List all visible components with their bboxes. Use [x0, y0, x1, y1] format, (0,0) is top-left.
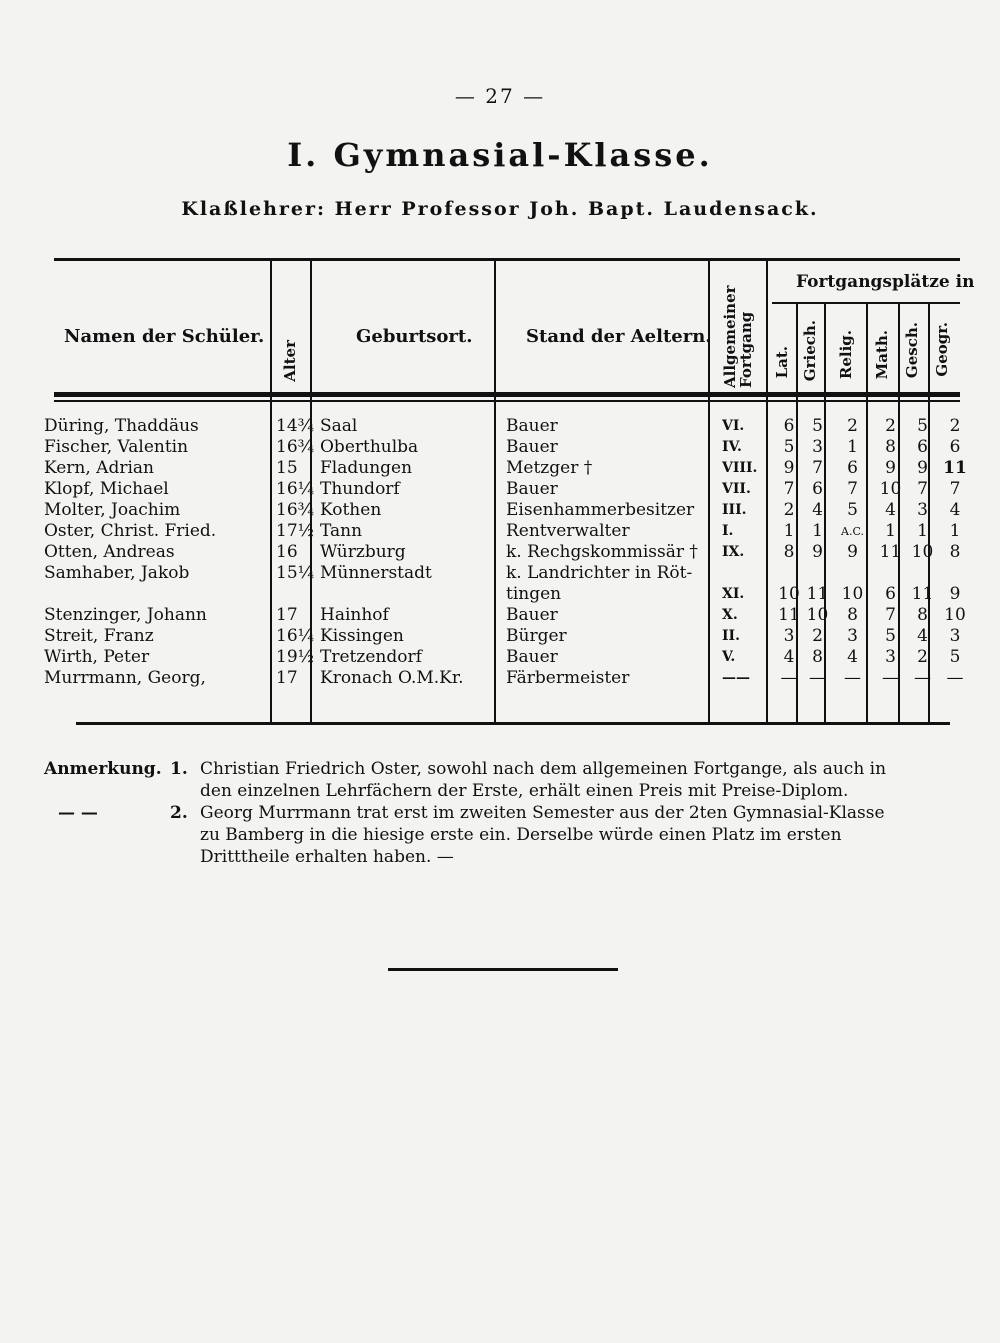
student-age: 15¼: [276, 563, 315, 583]
subject-rank: 2: [917, 647, 928, 667]
header-age: Alter: [281, 340, 299, 382]
note-number: 2.: [170, 803, 188, 823]
student-name: Kern, Adrian: [44, 458, 154, 478]
parent-occupation: Metzger †: [506, 458, 593, 478]
subject-rank: 7: [949, 479, 961, 499]
subject-rank: 5: [783, 437, 795, 457]
student-age: 16¼: [276, 479, 315, 499]
subject-rank: 4: [783, 647, 795, 667]
table-row: [44, 626, 972, 647]
student-birthplace: Kissingen: [320, 626, 404, 646]
subject-rank: 3: [812, 437, 823, 457]
subject-rank: 10: [778, 584, 800, 604]
note-item: [44, 802, 954, 824]
general-rank: IX.: [722, 544, 745, 560]
student-age: 16¼: [276, 626, 315, 646]
subject-rank: —: [882, 668, 899, 688]
subject-rank: [774, 563, 804, 584]
student-age: 17½: [276, 521, 315, 541]
header-subject-math: Math.: [873, 330, 891, 380]
header-birthplace: Geburtsort.: [356, 326, 473, 347]
subject-rank: 3: [783, 626, 795, 646]
subject-rank: 6: [847, 458, 858, 478]
subject-rank: 4: [885, 500, 896, 520]
student-age: 19½: [276, 647, 315, 667]
subject-rank: 2: [949, 416, 961, 436]
page-title: I. Gymnasial-Klasse.: [287, 136, 713, 174]
general-rank: X.: [722, 607, 738, 623]
header-subject-religion: Relig.: [837, 330, 855, 380]
parent-occupation: Bauer: [506, 437, 558, 457]
subject-rank: 4: [917, 626, 928, 646]
table-row: [44, 521, 972, 542]
parent-occupation: Bauer: [506, 479, 558, 499]
subject-rank: 10: [879, 479, 902, 499]
table-row: [44, 458, 972, 479]
subject-rank: 5: [812, 416, 823, 436]
student-age: 16¾: [276, 437, 315, 457]
student-name: Klopf, Michael: [44, 479, 169, 499]
subject-rank: 11: [778, 605, 800, 625]
subject-rank: —: [914, 668, 931, 688]
table-top-rule: [54, 258, 960, 261]
student-birthplace: Saal: [320, 416, 358, 436]
subject-rank: 3: [847, 626, 858, 646]
general-rank: I.: [722, 523, 734, 539]
header-name: Namen der Schüler.: [64, 326, 265, 347]
header-subject-greek: Griech.: [801, 320, 819, 382]
subject-rank: 1: [783, 521, 795, 541]
student-name: Otten, Andreas: [44, 542, 175, 562]
subject-rank: 4: [812, 500, 823, 520]
subject-rank: —: [780, 668, 798, 688]
general-rank: II.: [722, 628, 740, 644]
subject-rank: 9: [847, 542, 858, 562]
subject-rank: 5: [847, 500, 858, 520]
subject-rank: 2: [812, 626, 823, 646]
general-rank: XI.: [722, 586, 745, 602]
parent-occupation: Bauer: [506, 605, 558, 625]
subject-rank: 11: [806, 584, 829, 604]
table-row: [44, 647, 972, 668]
subject-rank: 1: [885, 521, 896, 541]
student-name: [44, 584, 270, 605]
parent-occupation: Eisenhammerbesitzer: [506, 500, 695, 520]
subject-rank: 5: [917, 416, 928, 436]
notes-label: Anmerkung.: [44, 759, 162, 779]
subject-rank: 2: [847, 416, 858, 436]
student-age: 17: [276, 668, 298, 688]
student-name: Oster, Christ. Fried.: [44, 521, 217, 541]
student-birthplace: Münnerstadt: [320, 563, 432, 583]
student-birthplace: Thundorf: [320, 479, 400, 499]
subject-rank: 10: [944, 605, 966, 625]
general-rank: [716, 563, 774, 584]
header-parents: Stand der Aeltern.: [526, 326, 712, 347]
subject-rank: 5: [885, 626, 896, 646]
subject-rank: 1: [917, 521, 928, 541]
subject-rank: —: [946, 668, 964, 688]
table-row: [44, 668, 972, 689]
subject-rank: 7: [812, 458, 823, 478]
student-age: 16¾: [276, 500, 315, 520]
table-row: [44, 416, 972, 437]
subject-rank: 6: [885, 584, 896, 604]
subject-rank: 11: [943, 458, 967, 478]
parent-occupation: k. Rechgskommissär †: [506, 542, 698, 562]
student-name: Samhaber, Jakob: [44, 563, 190, 583]
student-birthplace: Würzburg: [320, 542, 406, 562]
header-subject-latin: Lat.: [773, 346, 791, 379]
student-name: Streit, Franz: [44, 626, 154, 646]
note-text: zu Bamberg in die hiesige erste ein. Derselbe würde einen Platz im ersten: [200, 825, 842, 845]
general-rank: VIII.: [722, 460, 758, 476]
student-name: Molter, Joachim: [44, 500, 181, 520]
subject-rank: 6: [812, 479, 823, 499]
subject-rank: 7: [783, 479, 795, 499]
parent-occupation: Rentverwalter: [506, 521, 630, 541]
subject-rank: [874, 563, 907, 584]
subject-rank: 7: [885, 605, 896, 625]
subject-rank: 2: [783, 500, 795, 520]
student-name: Wirth, Peter: [44, 647, 150, 667]
header-subject-group: Fortgangsplätze in: [796, 272, 975, 292]
subject-rank: 8: [917, 605, 928, 625]
note-text: Dritttheile erhalten haben. —: [200, 847, 454, 867]
student-birthplace: Oberthulba: [320, 437, 419, 457]
student-name: Fischer, Valentin: [44, 437, 189, 457]
subject-rank: 9: [812, 542, 823, 562]
note-text: Georg Murrmann trat erst im zweiten Semester aus der 2ten Gymnasial-Klasse: [200, 803, 885, 823]
general-rank: III.: [722, 502, 747, 518]
student-age: 14¾: [276, 416, 315, 436]
table-row: [44, 500, 972, 521]
general-rank: VI.: [722, 418, 745, 434]
table-row: [44, 479, 972, 500]
subject-rank: [907, 563, 938, 584]
student-name: Stenzinger, Johann: [44, 605, 207, 625]
student-age: 15: [276, 458, 298, 478]
subject-rank: 8: [812, 647, 823, 667]
class-teacher: Klaßlehrer: Herr Professor Joh. Bapt. Laudensack.: [181, 198, 819, 220]
table-row: [44, 563, 972, 584]
student-age: 17: [276, 605, 298, 625]
student-age: 16: [276, 542, 298, 562]
student-name: Murrmann, Georg,: [44, 668, 206, 688]
subject-rank: 9: [917, 458, 928, 478]
subject-rank: 8: [847, 605, 858, 625]
general-rank: V.: [722, 649, 736, 665]
header-subject-history: Gesch.: [903, 322, 921, 379]
subject-rank: —: [809, 668, 826, 688]
student-birthplace: Hainhof: [320, 605, 389, 625]
student-birthplace: Tann: [320, 521, 363, 541]
subject-rank: 10: [911, 542, 934, 562]
subject-rank: —: [844, 668, 861, 688]
table-row: [44, 584, 972, 605]
subject-rank: 8: [783, 542, 795, 562]
page-number: — 27 —: [454, 84, 546, 108]
subject-rank: 10: [841, 584, 864, 604]
subject-rank: 11: [879, 542, 902, 562]
table-row: [44, 605, 972, 626]
subject-rank: [938, 563, 972, 584]
closing-rule: [388, 968, 618, 971]
student-table: [44, 416, 972, 689]
subject-rank: 4: [949, 500, 961, 520]
subject-rank: 8: [949, 542, 961, 562]
student-age: [270, 584, 316, 605]
subject-rank: 9: [783, 458, 795, 478]
subject-rank: 11: [911, 584, 934, 604]
subject-rank: 1: [847, 437, 858, 457]
parent-occupation: Bauer: [506, 647, 558, 667]
header-general: Allgemeiner Fortgang: [721, 285, 755, 388]
student-name: Düring, Thaddäus: [44, 416, 199, 436]
subject-rank: 6: [949, 437, 961, 457]
parent-occupation: Bürger: [506, 626, 567, 646]
student-birthplace: [316, 584, 502, 605]
header-subject-geography: Geogr.: [933, 322, 951, 377]
table-row: [44, 542, 972, 563]
subject-rank: 3: [917, 500, 928, 520]
subject-rank: [804, 563, 831, 584]
subject-rank: 8: [885, 437, 896, 457]
general-rank: ——: [722, 670, 750, 686]
note-item: [44, 758, 954, 780]
subject-rank: 1: [949, 521, 961, 541]
subject-rank: 7: [917, 479, 928, 499]
note-text: Christian Friedrich Oster, sowohl nach dem allgemeinen Fortgange, als auch in: [200, 759, 887, 779]
subject-rank: A.C.: [841, 525, 864, 538]
student-birthplace: Kronach O.M.Kr.: [320, 668, 464, 688]
student-birthplace: Kothen: [320, 500, 382, 520]
note-number: 1.: [170, 759, 188, 779]
subject-rank: 3: [949, 626, 961, 646]
student-birthplace: Tretzendorf: [320, 647, 422, 667]
general-rank: IV.: [722, 439, 742, 455]
notes-section: [44, 758, 954, 868]
subject-rank: 5: [949, 647, 961, 667]
subject-rank: 3: [885, 647, 896, 667]
parent-occupation: tingen: [506, 584, 562, 604]
note-text: den einzelnen Lehrfächern der Erste, erhält einen Preis mit Preise-Diplom.: [200, 781, 849, 801]
subject-rank: 9: [949, 584, 961, 604]
parent-occupation: k. Landrichter in Röt-: [506, 563, 693, 583]
notes-dash: — —: [58, 803, 98, 823]
table-bottom-rule: [76, 722, 950, 725]
student-birthplace: Fladungen: [320, 458, 413, 478]
subject-rank: 6: [917, 437, 928, 457]
subject-rank: [831, 563, 874, 584]
table-row: [44, 437, 972, 458]
parent-occupation: Bauer: [506, 416, 558, 436]
subject-rank: 4: [847, 647, 858, 667]
subject-rank: 9: [885, 458, 896, 478]
subject-rank: 1: [812, 521, 823, 541]
subject-rank: 7: [847, 479, 858, 499]
general-rank: VII.: [722, 481, 751, 497]
subject-rank: 2: [885, 416, 896, 436]
subject-rank: 6: [783, 416, 795, 436]
subject-rank: 10: [806, 605, 829, 625]
parent-occupation: Färbermeister: [506, 668, 630, 688]
